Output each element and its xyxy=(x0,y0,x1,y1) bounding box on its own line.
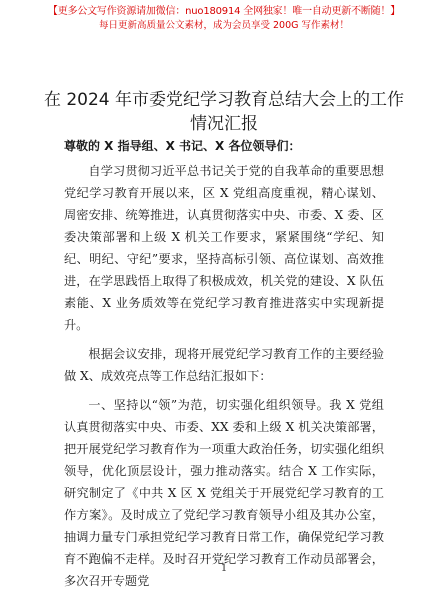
paragraph: 一、坚持以“领”为范，切实强化组织领导。我 X 党组认真贯彻落实中央、市委、XX 委和上级 X 机关决策部署，把开展党纪学习教育作为一项重大政治任务，切实强化组织领导，优化顶层设计，强力推动落实。结合 X 工作实际，研究制定了《中共 X 区 X 党组关于开展党纪学习教育的工作方案》。及时成立了党纪学习教育领导小组及其办公室，抽调力量专门承担党纪学习教育日常工作，确保党纪学习教育不跑偏不走样。及时召开党纪学习教育工作动员部署会，多次召开专题党 xyxy=(64,398,384,588)
promo-line-1: 【更多公文写作资源请加微信：nuo180914 全网独家！唯一自动更新不断随！】 xyxy=(47,6,401,17)
salutation: 尊敬的 X 指导组、X 书记、X 各位领导们： xyxy=(64,139,301,153)
paragraph: 自学习贯彻习近平总书记关于党的自我革命的重要思想党纪学习教育开展以来，区 X 党组高度重视，精心谋划、周密安排、统筹推进，认真贯彻落实中央、市委、X 委、区委决策部署和上级 X 机关工作要求，紧紧围绕“学纪、知纪、明纪、守纪”要求，坚持高标引领、高位谋划、高效推进，在学思践悟上取得了积极成效，机关党的建设、X 队伍素能、X 业务质效等在党纪学习教育推进落实中实现新提升。 xyxy=(64,164,384,332)
promo-line-2: 每日更新高质量公文素材，成为会员享受 200G 写作素材！ xyxy=(98,20,350,31)
paragraph: 根据会议安排，现将开展党纪学习教育工作的主要经验做 X、成效亮点等工作总结汇报如下： xyxy=(64,347,384,383)
promo-banner xyxy=(0,0,448,33)
page-number: 1 xyxy=(220,563,228,574)
document-title: 在 2024 年市委党纪学习教育总结大会上的工作情况汇报 xyxy=(43,90,405,134)
document-body xyxy=(64,160,384,599)
